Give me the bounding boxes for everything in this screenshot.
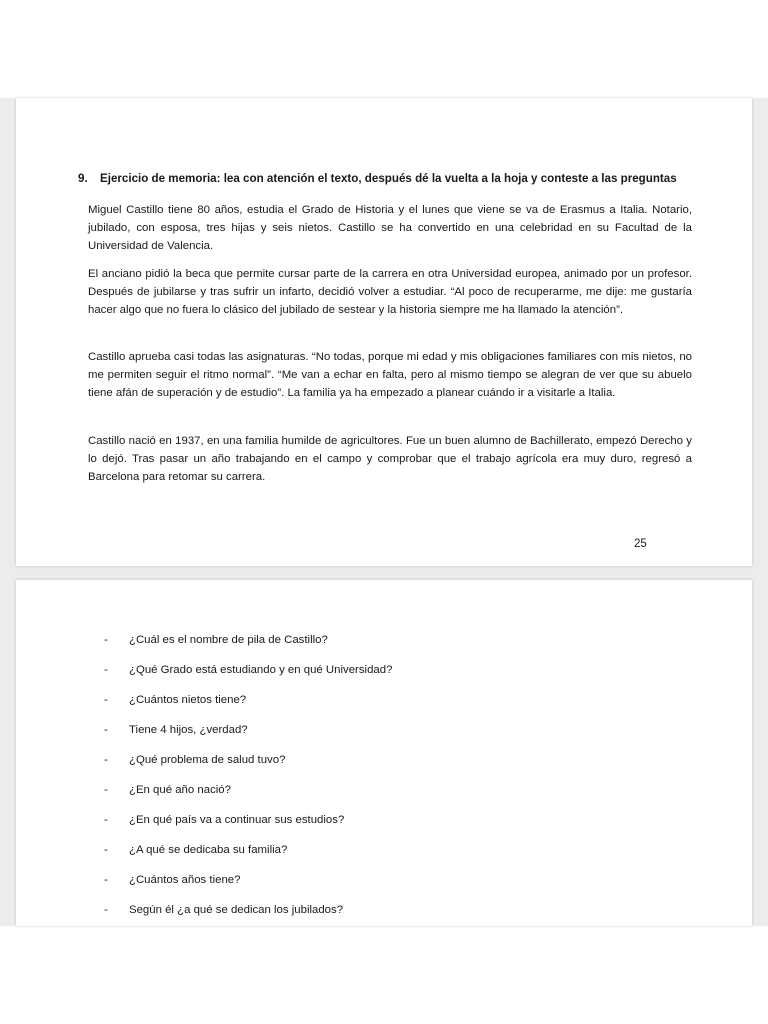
exercise-number: 9. <box>78 172 88 185</box>
exercise-title: Ejercicio de memoria: lea con atención el texto, después dé la vuelta a la hoja y conteste a las preguntas <box>100 172 677 185</box>
question-item <box>104 812 392 842</box>
question-item <box>104 722 392 752</box>
question-text: Tiene 4 hijos, ¿verdad? <box>129 724 248 736</box>
list-dash: - <box>104 694 108 706</box>
list-dash: - <box>104 664 108 676</box>
document-page-25 <box>16 98 752 566</box>
question-item <box>104 632 392 662</box>
document-page-questions <box>16 580 752 926</box>
paragraph-3: Castillo aprueba casi todas las asignaturas. “No todas, porque mi edad y mis obligaciones familiares con mis nietos, no me permiten seguir el ritmo normal”. “Me van a echar en falta, pero al mismo tiempo se alegran de ver que su abuelo tiene afán de superación y de estudio”. La familia ya ha empezado a planear cuándo ir a visitarle a Italia. <box>88 351 692 400</box>
paragraph-4: Castillo nació en 1937, en una familia humilde de agricultores. Fue un buen alumno de Bachillerato, empezó Derecho y lo dejó. Tras pasar un año trabajando en el campo y comprobar que el trabajo agrícola era muy duro, regresó a Barcelona para retomar su carrera. <box>88 435 692 484</box>
question-text: Según él ¿a qué se dedican los jubilados? <box>129 904 344 916</box>
question-text: ¿A qué se dedicaba su familia? <box>129 844 288 856</box>
question-item <box>104 692 392 722</box>
question-list <box>104 632 392 932</box>
list-dash: - <box>104 874 108 886</box>
question-text: ¿Qué problema de salud tuvo? <box>129 754 286 766</box>
question-item <box>104 752 392 782</box>
question-item <box>104 902 392 932</box>
question-item <box>104 782 392 812</box>
list-dash: - <box>104 844 108 856</box>
list-dash: - <box>104 784 108 796</box>
question-text: ¿Cuántos nietos tiene? <box>129 694 247 706</box>
question-item <box>104 662 392 692</box>
list-dash: - <box>104 634 108 646</box>
list-dash: - <box>104 754 108 766</box>
question-text: ¿Qué Grado está estudiando y en qué Universidad? <box>129 664 393 676</box>
question-item <box>104 872 392 902</box>
page-number: 25 <box>634 538 647 550</box>
list-dash: - <box>104 814 108 826</box>
paragraph-2: El anciano pidió la beca que permite cursar parte de la carrera en otra Universidad europea, animado por un profesor. Después de jubilarse y tras sufrir un infarto, decidió volver a estudiar. “Al poco de recuperarme, me dije: me gustaría hacer algo que no fuera lo clásico del jubilado de sestear y la historia siempre me ha llamado la atención”. <box>88 268 692 317</box>
list-dash: - <box>104 724 108 736</box>
list-dash: - <box>104 904 108 916</box>
exercise-heading <box>78 171 738 187</box>
question-item <box>104 842 392 872</box>
question-text: ¿En qué país va a continuar sus estudios? <box>129 814 345 826</box>
question-text: ¿En qué año nació? <box>129 784 231 796</box>
question-text: ¿Cuál es el nombre de pila de Castillo? <box>129 634 328 646</box>
question-text: ¿Cuántos años tiene? <box>129 874 241 886</box>
paragraph-1: Miguel Castillo tiene 80 años, estudia el Grado de Historia y el lunes que viene se va de Erasmus a Italia. Notario, jubilado, con esposa, tres hijas y seis nietos. Castillo se ha convertido en una celebridad en su Facultad de la Universidad de Valencia. <box>88 204 692 253</box>
